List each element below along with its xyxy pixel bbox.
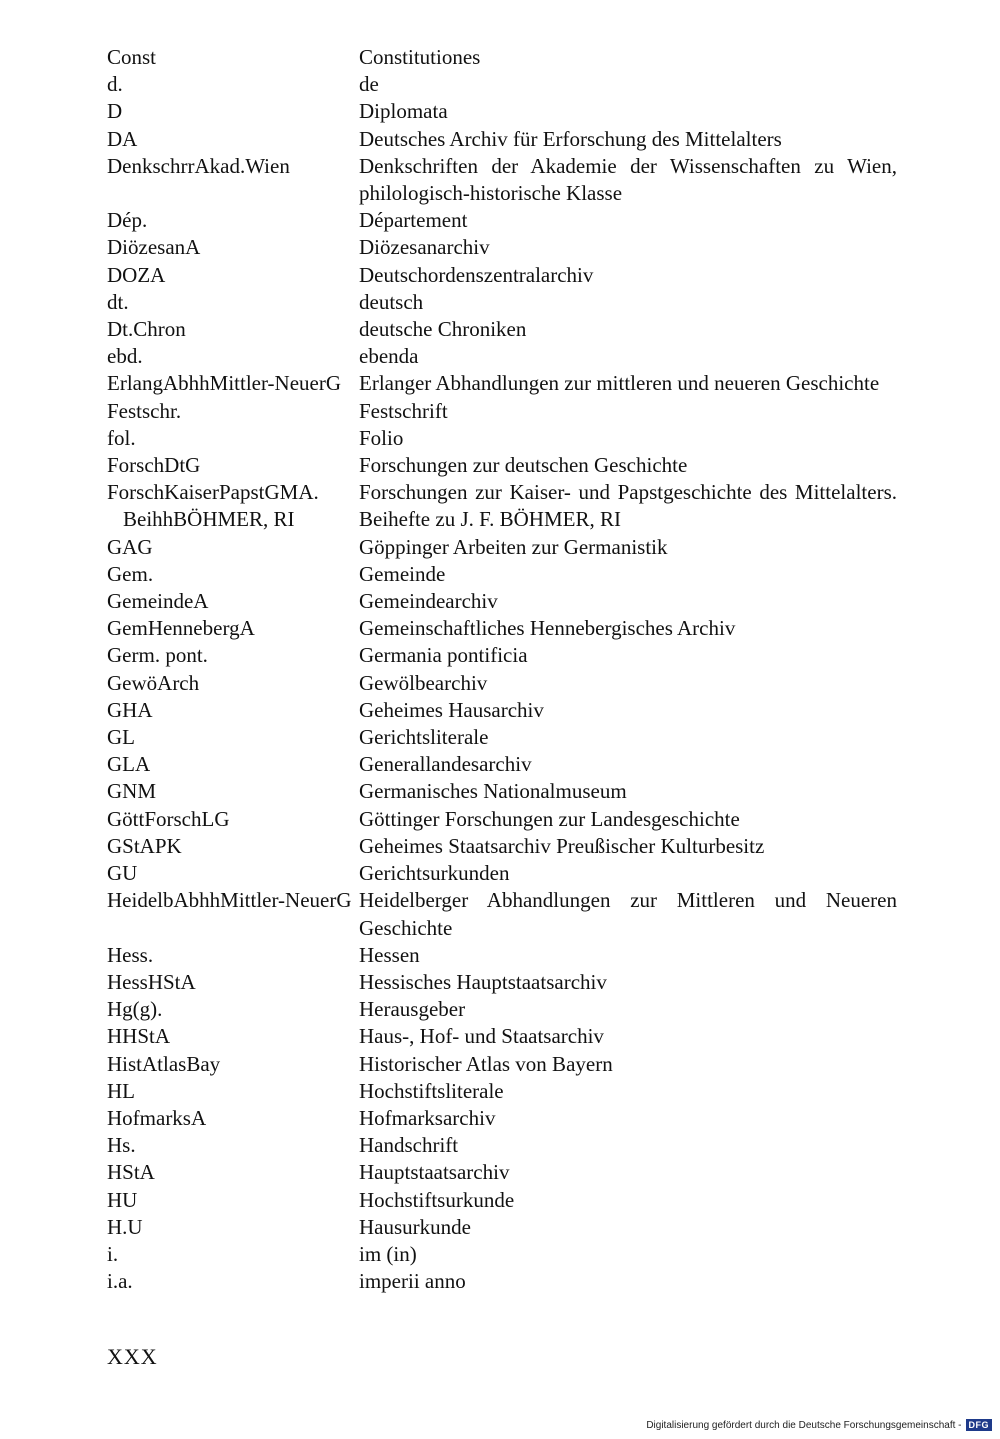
abbreviation-expansion: Folio bbox=[359, 425, 404, 450]
abbreviation-expansion: Département bbox=[359, 208, 468, 233]
abbreviation-expansion: Heidelberger Abhandlungen zur Mittleren und Neueren Geschichte bbox=[359, 888, 897, 940]
abbreviation-entry bbox=[107, 126, 897, 153]
abbreviation-expansion: de bbox=[359, 72, 379, 97]
abbreviation-entry bbox=[107, 1268, 897, 1295]
abbreviation-expansion: Handschrift bbox=[359, 1133, 459, 1158]
abbreviation-entry bbox=[107, 887, 897, 941]
abbreviation-entry bbox=[107, 234, 897, 261]
abbreviation-term: DA bbox=[107, 126, 138, 151]
abbreviation-entry bbox=[107, 398, 897, 425]
abbreviation-expansion: Gerichtsurkunden bbox=[359, 861, 510, 886]
abbreviation-expansion: imperii anno bbox=[359, 1269, 466, 1294]
abbreviation-entry bbox=[107, 452, 897, 479]
abbreviation-term: DenkschrrAkad.Wien bbox=[107, 153, 290, 178]
abbreviation-term: ErlangAbhhMittler-NeuerG bbox=[107, 371, 342, 396]
abbreviation-entry bbox=[107, 343, 897, 370]
abbreviation-entry bbox=[107, 1214, 897, 1241]
abbreviation-term: Hs. bbox=[107, 1133, 136, 1158]
abbreviation-expansion: Herausgeber bbox=[359, 997, 466, 1022]
abbreviation-term: dt. bbox=[107, 289, 129, 314]
abbreviation-entry bbox=[107, 860, 897, 887]
footer bbox=[646, 1419, 992, 1431]
abbreviation-entry bbox=[107, 262, 897, 289]
abbreviation-entry bbox=[107, 697, 897, 724]
dfg-logo: DFG bbox=[966, 1419, 993, 1431]
abbreviation-expansion: Germania pontificia bbox=[359, 643, 528, 668]
abbreviation-expansion: deutsch bbox=[359, 289, 424, 314]
abbreviation-term: Dép. bbox=[107, 208, 148, 233]
abbreviation-entry bbox=[107, 479, 897, 533]
abbreviation-expansion: Historischer Atlas von Bayern bbox=[359, 1051, 613, 1076]
abbreviation-term: Dt.Chron bbox=[107, 317, 186, 342]
abbreviation-term: Festschr. bbox=[107, 398, 182, 423]
abbreviation-entry bbox=[107, 969, 897, 996]
abbreviation-term: GLA bbox=[107, 752, 151, 777]
abbreviation-expansion: ebenda bbox=[359, 344, 419, 369]
abbreviation-term: Germ. pont. bbox=[107, 643, 208, 668]
page-number: XXX bbox=[107, 1344, 158, 1369]
abbreviation-expansion: Hochstiftsliterale bbox=[359, 1078, 504, 1103]
abbreviation-expansion: Gewölbearchiv bbox=[359, 670, 488, 695]
abbreviation-expansion: Geheimes Hausarchiv bbox=[359, 697, 544, 722]
abbreviation-entry bbox=[107, 1241, 897, 1268]
abbreviation-term: fol. bbox=[107, 425, 136, 450]
abbreviation-term: GemHennebergA bbox=[107, 616, 255, 641]
abbreviation-term: Gem. bbox=[107, 561, 154, 586]
abbreviation-entry bbox=[107, 751, 897, 778]
abbreviation-term: Hg(g). bbox=[107, 997, 163, 1022]
abbreviation-term: Hess. bbox=[107, 942, 154, 967]
abbreviation-expansion: Haus-, Hof- und Staatsarchiv bbox=[359, 1024, 604, 1049]
abbreviation-term: ebd. bbox=[107, 344, 143, 369]
abbreviation-entry bbox=[107, 534, 897, 561]
abbreviation-term: d. bbox=[107, 72, 123, 97]
abbreviation-term: HHStA bbox=[107, 1024, 171, 1049]
abbreviation-expansion: Göppinger Arbeiten zur Germanistik bbox=[359, 534, 668, 559]
footer-text: Digitalisierung gefördert durch die Deutsche Forschungsgemeinschaft - bbox=[646, 1419, 962, 1431]
abbreviation-expansion: Diplomata bbox=[359, 99, 448, 124]
abbreviation-expansion: Deutschordenszentralarchiv bbox=[359, 262, 594, 287]
abbreviation-expansion: Gemeindearchiv bbox=[359, 589, 498, 614]
abbreviation-expansion: Göttinger Forschungen zur Landesgeschichte bbox=[359, 806, 740, 831]
abbreviation-expansion: Hochstiftsurkunde bbox=[359, 1187, 515, 1212]
abbreviation-entry bbox=[107, 1051, 897, 1078]
abbreviation-expansion: Gerichtsliterale bbox=[359, 725, 489, 750]
abbreviation-expansion: Erlanger Abhandlungen zur mittleren und neueren Geschichte bbox=[359, 371, 880, 396]
abbreviation-expansion: Festschrift bbox=[359, 398, 448, 423]
abbreviation-entry bbox=[107, 724, 897, 751]
abbreviation-entry bbox=[107, 316, 897, 343]
abbreviation-entry bbox=[107, 370, 897, 397]
abbreviation-expansion: Hessen bbox=[359, 942, 420, 967]
abbreviation-entry bbox=[107, 425, 897, 452]
abbreviation-expansion: deutsche Chroniken bbox=[359, 317, 527, 342]
abbreviation-term: ForschDtG bbox=[107, 453, 201, 478]
abbreviation-entry bbox=[107, 942, 897, 969]
abbreviation-list bbox=[107, 44, 897, 1295]
abbreviation-term: GöttForschLG bbox=[107, 806, 230, 831]
abbreviation-expansion: Denkschriften der Akademie der Wissenschaften zu Wien, philologisch-historische Klasse bbox=[359, 153, 897, 206]
abbreviation-expansion: Diözesanarchiv bbox=[359, 235, 490, 260]
abbreviation-expansion: Hessisches Hauptstaatsarchiv bbox=[359, 969, 607, 994]
abbreviation-term: HofmarksA bbox=[107, 1105, 207, 1130]
abbreviation-term: HStA bbox=[107, 1160, 155, 1185]
abbreviation-expansion: Forschungen zur Kaiser- und Papstgeschichte des Mittelalters. Beihefte zu J. F. BÖHMER, RI bbox=[359, 480, 897, 532]
abbreviation-term: DOZA bbox=[107, 262, 166, 287]
abbreviation-entry bbox=[107, 833, 897, 860]
abbreviation-term: H.U bbox=[107, 1214, 143, 1239]
abbreviation-term: ForschKaiserPapstGMA. BeihhBÖHMER, RI bbox=[107, 480, 319, 532]
abbreviation-term: HU bbox=[107, 1187, 138, 1212]
abbreviation-expansion: Hauptstaatsarchiv bbox=[359, 1160, 510, 1185]
abbreviation-term: GNM bbox=[107, 779, 157, 804]
abbreviation-entry bbox=[107, 615, 897, 642]
abbreviation-expansion: Deutsches Archiv für Erforschung des Mittelalters bbox=[359, 126, 782, 151]
abbreviation-entry bbox=[107, 642, 897, 669]
abbreviation-entry bbox=[107, 1023, 897, 1050]
abbreviation-term: GewöArch bbox=[107, 670, 200, 695]
abbreviation-entry bbox=[107, 1187, 897, 1214]
abbreviation-entry bbox=[107, 289, 897, 316]
abbreviation-term: GAG bbox=[107, 534, 153, 559]
abbreviation-term: i. bbox=[107, 1241, 119, 1266]
abbreviation-term: GStAPK bbox=[107, 833, 182, 858]
abbreviation-entry bbox=[107, 806, 897, 833]
abbreviation-entry bbox=[107, 588, 897, 615]
abbreviation-term: D bbox=[107, 99, 123, 124]
abbreviation-entry bbox=[107, 778, 897, 805]
abbreviation-expansion: Gemeinde bbox=[359, 561, 446, 586]
abbreviation-entry bbox=[107, 207, 897, 234]
abbreviation-expansion: Geheimes Staatsarchiv Preußischer Kulturbesitz bbox=[359, 833, 765, 858]
abbreviation-term: HistAtlasBay bbox=[107, 1051, 221, 1076]
abbreviation-term: HeidelbAbhhMittler-NeuerG bbox=[107, 888, 352, 913]
abbreviation-entry bbox=[107, 44, 897, 71]
abbreviation-entry bbox=[107, 1078, 897, 1105]
abbreviation-entry bbox=[107, 98, 897, 125]
abbreviation-expansion: Generallandesarchiv bbox=[359, 752, 532, 777]
abbreviation-term: GHA bbox=[107, 697, 153, 722]
abbreviation-term: i.a. bbox=[107, 1269, 133, 1294]
abbreviation-term: GL bbox=[107, 725, 135, 750]
abbreviation-expansion: Hofmarksarchiv bbox=[359, 1105, 496, 1130]
abbreviation-expansion: Hausurkunde bbox=[359, 1214, 471, 1239]
abbreviation-entry bbox=[107, 1105, 897, 1132]
abbreviation-entry bbox=[107, 71, 897, 98]
abbreviation-term: DiözesanA bbox=[107, 235, 201, 260]
abbreviation-expansion: Germanisches Nationalmuseum bbox=[359, 779, 627, 804]
abbreviation-entry bbox=[107, 561, 897, 588]
abbreviation-entry bbox=[107, 996, 897, 1023]
abbreviation-entry bbox=[107, 1159, 897, 1186]
abbreviation-term: GemeindeA bbox=[107, 589, 209, 614]
abbreviation-entry bbox=[107, 1132, 897, 1159]
abbreviation-expansion: Constitutiones bbox=[359, 45, 481, 69]
abbreviation-expansion: Gemeinschaftliches Hennebergisches Archiv bbox=[359, 616, 736, 641]
abbreviation-expansion: Forschungen zur deutschen Geschichte bbox=[359, 453, 688, 478]
abbreviation-term: HessHStA bbox=[107, 969, 196, 994]
abbreviation-expansion: im (in) bbox=[359, 1241, 417, 1266]
abbreviation-term: Const bbox=[107, 45, 157, 69]
abbreviation-entry bbox=[107, 670, 897, 697]
abbreviation-term: GU bbox=[107, 861, 138, 886]
abbreviation-term: HL bbox=[107, 1078, 135, 1103]
abbreviation-entry bbox=[107, 153, 897, 207]
